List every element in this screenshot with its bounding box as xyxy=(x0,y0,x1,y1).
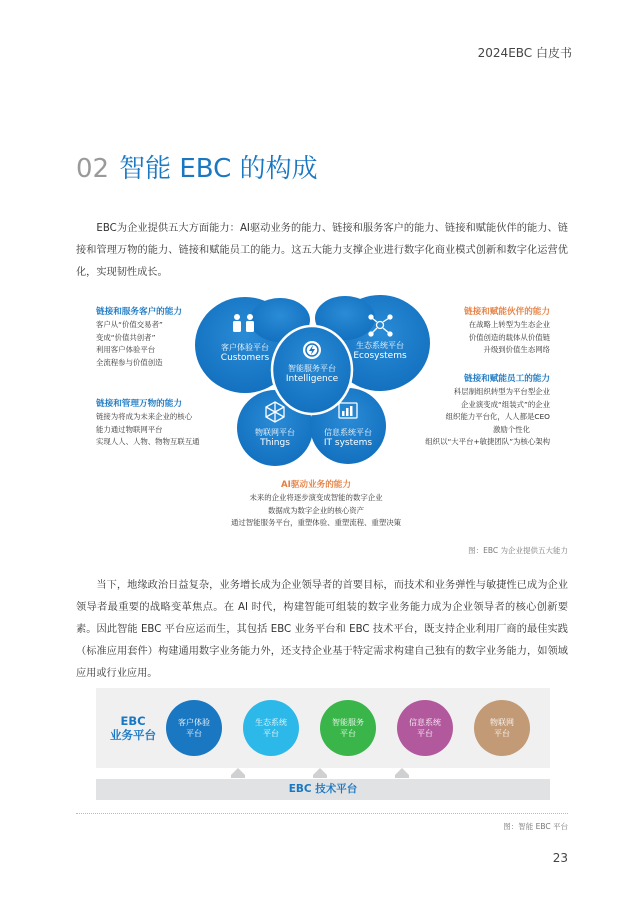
page-number: 23 xyxy=(552,851,568,865)
platform-circle-label: 信息系统 xyxy=(409,718,441,727)
section-number: 02 xyxy=(76,154,110,184)
platform-circle-intelligence xyxy=(320,700,376,756)
ai-icon xyxy=(303,341,321,359)
block-partners-line: 在战略上转型为生态企业 xyxy=(468,320,550,329)
block-ai-line: 未来的企业将逐步演变成智能的数字企业 xyxy=(249,493,383,502)
block-ai xyxy=(196,479,436,530)
platform-circle-label: 平台 xyxy=(494,729,510,738)
platform-circle-label: 平台 xyxy=(263,729,279,738)
platform-circle-things xyxy=(474,700,530,756)
support-arrow-icon xyxy=(395,768,409,775)
platform-circle-label: 客户体验 xyxy=(178,718,210,727)
bubble-ecosystems xyxy=(340,341,420,361)
platform-circle-label: 智能服务 xyxy=(332,718,364,727)
block-employees xyxy=(400,373,550,449)
block-employees-line: 科层制组织转型为平台型企业 xyxy=(453,387,550,396)
bubble-customers-en: Customers xyxy=(220,353,270,363)
bubble-intelligence-cn: 智能服务平台 xyxy=(288,364,336,373)
block-ai-line: 数据成为数字企业的核心资产 xyxy=(267,505,365,515)
section-title-text: 智能 EBC 的构成 xyxy=(119,154,318,184)
block-things-line: 能力通过物联网平台 xyxy=(96,424,163,434)
intro-paragraph: EBC为企业提供五大方面能力：AI驱动业务的能力、链接和服务客户的能力、链接和赋能伙伴的能力、链接和管理万物的能力、链接和赋能员工的能力。这五大能力支撑企业进行数字化商业模式创新和数字化运营优化，实现韧性成长。 xyxy=(76,223,568,278)
block-ai-heading: AI驱动业务的能力 xyxy=(280,480,351,490)
block-partners-heading: 链接和赋能伙伴的能力 xyxy=(464,307,550,317)
platform-circle-label: 平台 xyxy=(417,729,433,738)
platform-circle-label: 生态系统 xyxy=(255,718,287,727)
block-things-line: 链接为将成为未来企业的核心 xyxy=(96,412,193,421)
block-ai-line: 通过智能服务平台，重塑体验、重塑流程、重塑决策 xyxy=(231,518,401,527)
block-things-line: 实现人人、人物、物物互联互通 xyxy=(96,437,200,446)
business-platform-line1: EBC xyxy=(120,714,146,728)
bubble-intelligence xyxy=(272,364,352,384)
block-customers-line: 全流程参与价值创造 xyxy=(96,357,163,367)
figure1-caption: 图：EBC 为企业提供五大能力 xyxy=(468,546,568,555)
block-employees-line: 激励个性化 xyxy=(493,424,530,434)
platform-circle-it xyxy=(397,700,453,756)
bubble-ecosystems-cn: 生态系统平台 xyxy=(356,341,404,350)
body-paragraph: 当下，地缘政治日益复杂，业务增长成为企业领导者的首要目标，而技术和业务弹性与敏捷性已成为企业领导者最重要的战略变革焦点。在 AI 时代，构建智能可组装的数字业务能力成为企业领导者的核心创新要素。因此智能 EBC 平台应运而生，其包括 EBC 业务平台和 EBC 技术平台，既支持企业利用厂商的最佳实践（标准应用套件）构建通用数字业务能力外，还支持企业基于特定需求构建自己独有的数字业务能力，如领域应用或行业应用。 xyxy=(76,580,568,679)
block-partners-line: 升级到价值生态网络 xyxy=(483,345,550,354)
block-employees-line: 企业演变成“组装式”的企业 xyxy=(461,399,550,409)
figure2-divider xyxy=(76,813,568,814)
block-customers-heading: 链接和服务客户的能力 xyxy=(96,307,182,317)
support-arrow-base xyxy=(395,775,409,778)
support-arrow-icon xyxy=(231,768,245,775)
platform-circle-label: 平台 xyxy=(340,729,356,738)
bubble-it-en: IT systems xyxy=(323,438,373,448)
tech-platform-bar: EBC 技术平台 xyxy=(96,779,550,800)
block-employees-heading: 链接和赋能员工的能力 xyxy=(464,374,550,384)
platform-circle-label: 平台 xyxy=(186,729,202,738)
bubble-things-cn: 物联网平台 xyxy=(255,428,295,437)
block-customers xyxy=(96,306,236,369)
block-customers-line: 利用客户体验平台 xyxy=(96,345,156,354)
bubble-things xyxy=(240,428,310,448)
block-employees-line: 组织以“大平台+敏捷团队”为核心架构 xyxy=(425,437,550,446)
figure2-caption: 图：智能 EBC 平台 xyxy=(503,822,568,831)
platform-circle-label: 物联网 xyxy=(490,718,514,727)
support-arrow-base xyxy=(231,775,245,778)
block-things-heading: 链接和管理万物的能力 xyxy=(96,399,182,409)
bubble-it-cn: 信息系统平台 xyxy=(324,428,372,437)
business-platform-line2: 业务平台 xyxy=(110,728,156,742)
support-arrow-base xyxy=(313,775,327,778)
bubble-it xyxy=(313,428,383,448)
block-partners xyxy=(410,306,550,357)
block-employees-line: 组织能力平台化，人人都是CEO xyxy=(445,412,550,421)
block-customers-line: 变成“价值共创者” xyxy=(96,332,156,342)
platform-circle-ecosystems xyxy=(243,700,299,756)
platform-circle-customers xyxy=(166,700,222,756)
bubble-customers-cn: 客户体验平台 xyxy=(221,343,269,352)
block-customers-line: 客户从“价值交易者” xyxy=(96,320,163,329)
bubble-things-en: Things xyxy=(260,438,290,448)
support-arrow-icon xyxy=(313,768,327,775)
business-platform-label xyxy=(100,714,166,742)
block-things xyxy=(96,398,236,449)
bubble-intelligence-en: Intelligence xyxy=(285,374,339,384)
bubble-ecosystems-en: Ecosystems xyxy=(353,351,407,361)
block-partners-line: 价值创造的载体从价值链 xyxy=(468,332,550,342)
document-header: 2024EBC 白皮书 xyxy=(477,46,572,60)
